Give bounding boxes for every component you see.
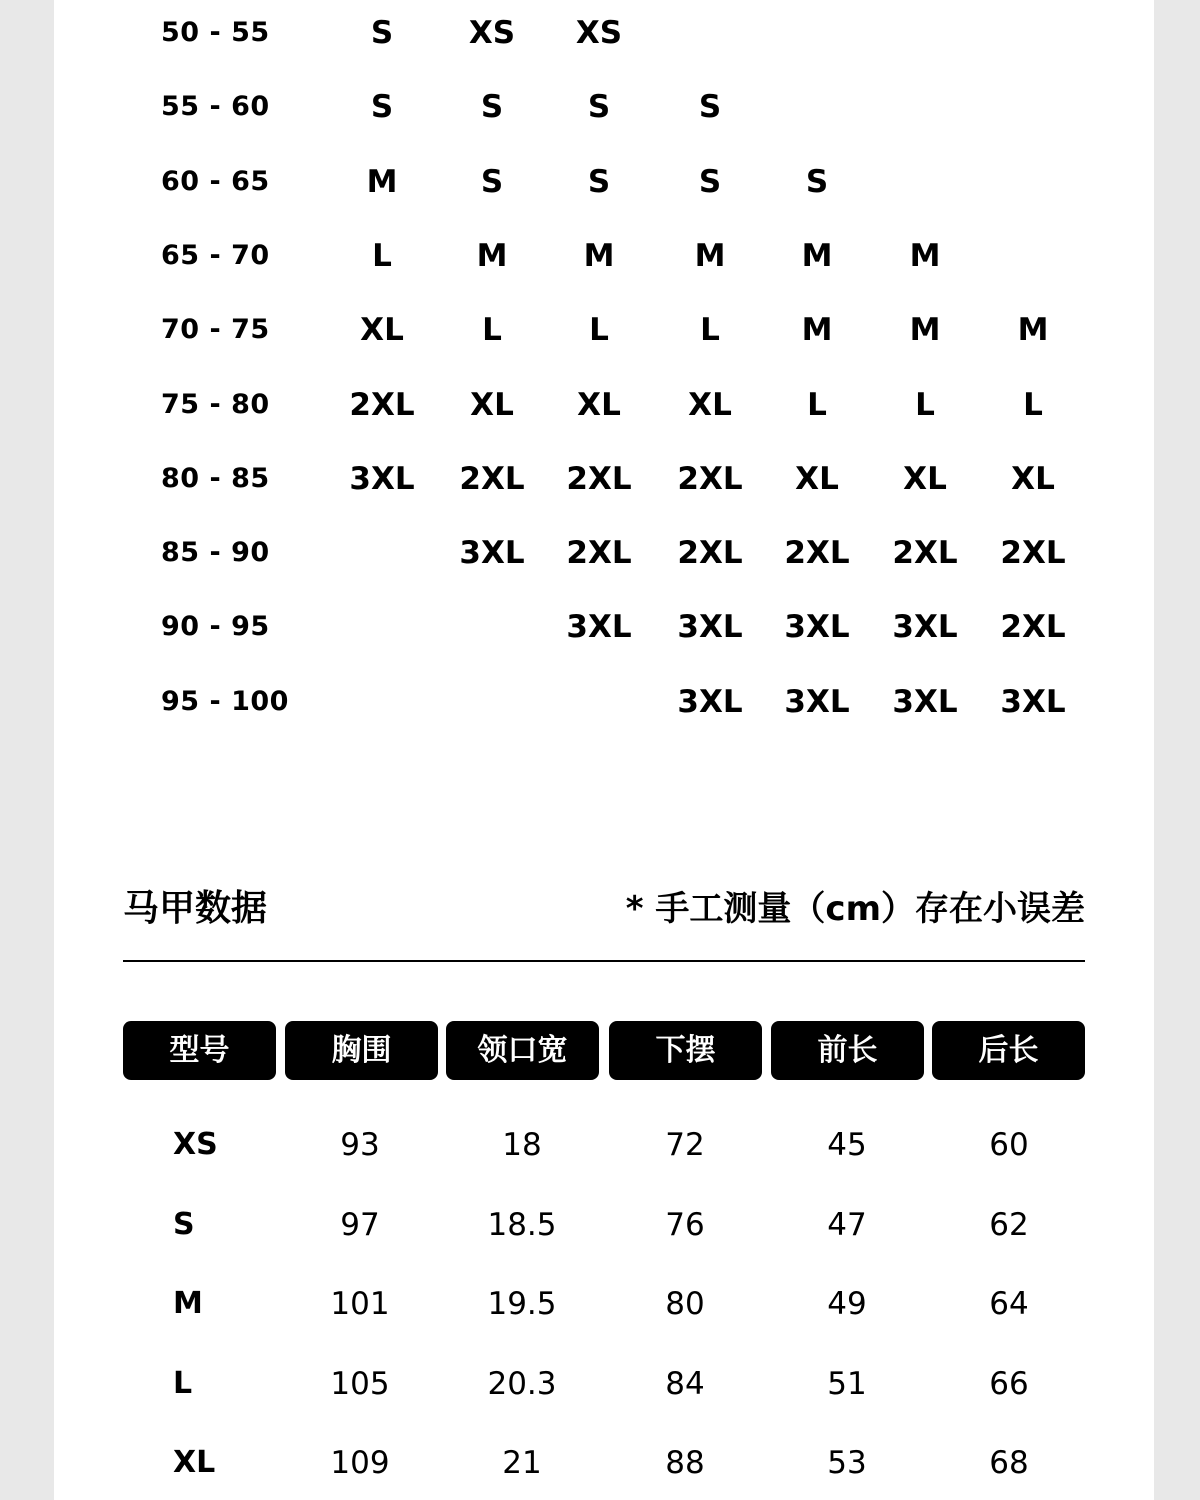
size-label: S (173, 1206, 195, 1242)
measurement-cell: 18.5 (487, 1206, 557, 1243)
recommendation-row (54, 459, 1154, 499)
weight-range-label: 95 - 100 (161, 685, 289, 717)
measurement-cell: 20.3 (487, 1365, 557, 1402)
measurement-cell: 66 (989, 1365, 1029, 1402)
measurement-cell: 51 (827, 1365, 867, 1402)
recommendation-row (54, 533, 1154, 573)
recommendation-row (54, 87, 1154, 127)
measurement-cell: 109 (330, 1445, 390, 1481)
recommended-size-cell: 2XL (566, 460, 632, 497)
recommended-size-cell: L (915, 386, 935, 423)
table-row (54, 1443, 1154, 1483)
column-header: 胸围 (285, 1021, 438, 1080)
table-row (54, 1364, 1154, 1404)
recommended-size-cell: S (480, 89, 504, 126)
column-header: 领口宽 (446, 1021, 599, 1080)
recommended-size-cell: 3XL (892, 683, 958, 720)
recommendation-row (54, 385, 1154, 425)
recommended-size-cell: 2XL (1000, 609, 1066, 646)
recommended-size-cell: 2XL (349, 386, 415, 423)
recommended-size-cell: L (482, 312, 502, 349)
measurement-cell: 93 (340, 1127, 380, 1163)
measurement-cell: 47 (827, 1206, 867, 1243)
recommended-size-cell: M (694, 237, 726, 274)
section-divider (123, 960, 1085, 962)
recommendation-row (54, 236, 1154, 276)
measurement-cell: 45 (827, 1127, 867, 1163)
table-row (54, 1125, 1154, 1165)
recommended-size-cell: XL (1011, 460, 1055, 497)
recommended-size-cell: S (805, 163, 829, 200)
size-label: XL (173, 1445, 216, 1480)
recommended-size-cell: S (587, 163, 611, 200)
measurement-cell: 72 (665, 1127, 705, 1163)
recommendation-row (54, 682, 1154, 722)
measurement-cell: 53 (827, 1445, 867, 1481)
recommended-size-cell: 3XL (1000, 683, 1066, 720)
size-label: M (173, 1286, 203, 1321)
recommended-size-cell: L (589, 312, 609, 349)
recommended-size-cell: 3XL (459, 535, 525, 572)
measurement-cell: 19.5 (487, 1286, 557, 1322)
recommended-size-cell: 3XL (677, 609, 743, 646)
recommendation-row (54, 162, 1154, 202)
recommended-size-cell: 3XL (784, 609, 850, 646)
weight-range-label: 75 - 80 (161, 388, 270, 420)
measurement-cell: 80 (665, 1286, 705, 1322)
measurement-cell: 101 (330, 1286, 390, 1322)
measurement-cell: 84 (665, 1365, 705, 1402)
recommended-size-cell: 2XL (677, 535, 743, 572)
weight-range-label: 60 - 65 (161, 165, 270, 197)
size-chart-page (54, 0, 1154, 1500)
recommended-size-cell: S (698, 163, 722, 200)
recommended-size-cell: XS (468, 15, 516, 51)
recommended-size-cell: M (583, 237, 615, 274)
weight-range-label: 65 - 70 (161, 239, 270, 271)
recommended-size-cell: S (370, 15, 394, 51)
recommended-size-cell: M (909, 237, 941, 274)
recommended-size-cell: XL (470, 386, 514, 423)
recommended-size-cell: 3XL (349, 460, 415, 497)
column-header: 前长 (771, 1021, 924, 1080)
recommended-size-cell: 3XL (566, 609, 632, 646)
recommended-size-cell: S (698, 89, 722, 126)
column-header: 型号 (123, 1021, 276, 1080)
measurement-cell: 49 (827, 1286, 867, 1322)
recommended-size-cell: 2XL (784, 535, 850, 572)
recommended-size-cell: XL (577, 386, 621, 423)
recommended-size-cell: M (366, 163, 398, 200)
section-title: 马甲数据 (123, 888, 268, 929)
recommended-size-cell: 3XL (892, 609, 958, 646)
table-row (54, 1284, 1154, 1324)
weight-range-label: 90 - 95 (161, 611, 270, 643)
recommended-size-cell: S (587, 89, 611, 126)
measurement-cell: 18 (502, 1127, 542, 1163)
weight-range-label: 80 - 85 (161, 462, 270, 494)
recommended-size-cell: M (1017, 312, 1049, 349)
recommended-size-cell: 3XL (784, 683, 850, 720)
measurement-cell: 76 (665, 1206, 705, 1243)
recommended-size-cell: XL (795, 460, 839, 497)
recommended-size-cell: M (476, 237, 508, 274)
recommended-size-cell: 2XL (1000, 535, 1066, 572)
measurement-cell: 62 (989, 1206, 1029, 1243)
recommended-size-cell: XL (903, 460, 947, 497)
table-row (54, 1205, 1154, 1245)
measurement-cell: 68 (989, 1445, 1029, 1481)
weight-range-label: 85 - 90 (161, 537, 270, 569)
recommended-size-cell: S (370, 89, 394, 126)
recommended-size-cell: 2XL (892, 535, 958, 572)
recommended-size-cell: L (1023, 386, 1043, 423)
column-header: 下摆 (609, 1021, 762, 1080)
recommendation-row (54, 607, 1154, 647)
measurement-cell: 64 (989, 1286, 1029, 1322)
measurement-cell: 60 (989, 1127, 1029, 1163)
measurement-cell: 105 (330, 1365, 390, 1402)
size-label: XS (173, 1127, 218, 1162)
recommended-size-cell: M (801, 237, 833, 274)
weight-range-label: 55 - 60 (161, 91, 270, 123)
column-header: 后长 (932, 1021, 1085, 1080)
recommended-size-cell: L (372, 237, 392, 274)
recommended-size-cell: M (909, 312, 941, 349)
recommendation-row (54, 310, 1154, 350)
recommended-size-cell: XL (688, 386, 732, 423)
recommended-size-cell: M (801, 312, 833, 349)
recommended-size-cell: 2XL (677, 460, 743, 497)
recommended-size-cell: S (480, 163, 504, 200)
recommended-size-cell: L (700, 312, 720, 349)
recommended-size-cell: 3XL (677, 683, 743, 720)
recommended-size-cell: XL (360, 312, 404, 349)
measurement-cell: 88 (665, 1445, 705, 1481)
recommendation-row (54, 13, 1154, 53)
measurement-note: * 手工测量（cm）存在小误差 (625, 889, 1085, 929)
measurement-cell: 97 (340, 1206, 380, 1243)
recommended-size-cell: L (807, 386, 827, 423)
weight-range-label: 50 - 55 (161, 17, 270, 48)
weight-range-label: 70 - 75 (161, 314, 270, 346)
measurement-cell: 21 (502, 1445, 542, 1481)
recommended-size-cell: XS (575, 15, 623, 51)
size-label: L (173, 1365, 193, 1401)
recommended-size-cell: 2XL (459, 460, 525, 497)
recommended-size-cell: 2XL (566, 535, 632, 572)
